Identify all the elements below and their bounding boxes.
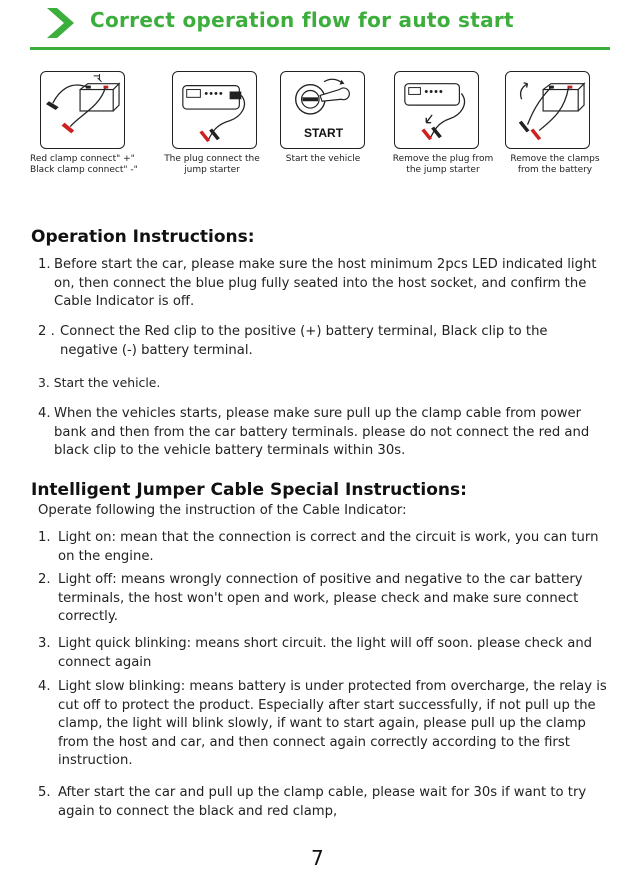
jumper-item-5-number: 5. bbox=[38, 785, 51, 800]
operation-item-1-text: Before start the car, please make sure the host minimum 2pcs LED indicated light on, then connect the blue plug fully seated into the host socket, and confirm the Cable Indicator is off. bbox=[54, 257, 597, 309]
jumper-item-4-text: Light slow blinking: means battery is under protected from overcharge, the relay is cut off to protect the product. Especially after start successfully, if not pull up the clamp, the light will blink slowly, if want to start again, please pull up the clamp from the host and car, and then connect again correctly according to the first instruction. bbox=[58, 679, 607, 768]
jumper-item-2 bbox=[38, 571, 612, 627]
step-2-caption-line1: The plug connect the bbox=[164, 154, 260, 164]
operation-item-3-text: Start the vehicle. bbox=[53, 375, 161, 390]
step-4-caption bbox=[388, 154, 498, 176]
remove-plug-icon bbox=[395, 72, 478, 148]
operation-item-2-number: 2 . bbox=[38, 324, 55, 339]
step-2-caption bbox=[150, 154, 274, 176]
step-plug-connect-illustration bbox=[172, 71, 257, 149]
step-4-caption-line1: Remove the plug from bbox=[392, 154, 494, 164]
start-label: START bbox=[303, 126, 344, 140]
step-5-caption-line1: Remove the clamps bbox=[510, 154, 600, 164]
step-5-caption-line2: from the battery bbox=[517, 165, 593, 175]
jumper-item-1-number: 1. bbox=[38, 530, 51, 545]
operation-item-4-text: When the vehicles starts, please make sure pull up the clamp cable from power bank and then from the car battery terminals. please do not connect the red and black clip to the vehicle battery terminals within 30s. bbox=[54, 406, 590, 458]
operation-item-3 bbox=[38, 375, 160, 390]
jumper-item-3-text: Light quick blinking: means short circuit. the light will off soon. please check and connect again bbox=[58, 636, 593, 670]
operation-item-4-number: 4. bbox=[38, 406, 51, 421]
operation-item-2-text: Connect the Red clip to the positive (+) battery terminal, Black clip to the negative (-) battery terminal. bbox=[60, 324, 548, 358]
step-start-vehicle-illustration bbox=[280, 71, 365, 149]
jumper-intro: Operate following the instruction of the Cable Indicator: bbox=[38, 503, 407, 518]
jumper-item-3-number: 3. bbox=[38, 636, 51, 651]
jumper-item-2-number: 2. bbox=[38, 572, 51, 587]
operation-item-2 bbox=[38, 323, 612, 361]
jumper-item-1-text: Light on: mean that the connection is correct and the circuit is work, you can turn on the engine. bbox=[58, 530, 599, 564]
jumper-item-2-text: Light off: means wrongly connection of positive and negative to the car battery terminals, the host won't open and work, please check and make sure connect correctly. bbox=[58, 572, 583, 624]
jumper-item-5-text: After start the car and pull up the clamp cable, please wait for 30s if want to try again to connect the black and red clamp, bbox=[58, 785, 587, 819]
page-number: 7 bbox=[311, 846, 324, 870]
jumper-item-4 bbox=[38, 678, 612, 776]
jumper-heading: Intelligent Jumper Cable Special Instructions: bbox=[31, 480, 467, 500]
jumper-item-5 bbox=[38, 784, 612, 822]
step-1-caption bbox=[30, 154, 138, 176]
step-3-caption-line1: Start the vehicle bbox=[285, 154, 361, 164]
operation-item-1-number: 1. bbox=[38, 257, 51, 272]
jump-starter-plug-icon bbox=[173, 72, 256, 148]
step-1-caption-line2: Black clamp connect" -" bbox=[30, 165, 138, 175]
step-5-caption bbox=[500, 154, 610, 176]
step-1-caption-line1: Red clamp connect" +" bbox=[30, 154, 135, 164]
jumper-item-3 bbox=[38, 635, 612, 673]
page-header bbox=[0, 0, 640, 52]
chevron-right-icon bbox=[44, 6, 78, 40]
step-remove-plug-illustration bbox=[394, 71, 479, 149]
operation-item-3-number: 3. bbox=[38, 375, 50, 390]
jumper-item-1 bbox=[38, 529, 612, 567]
step-connect-clamps-illustration bbox=[40, 71, 125, 149]
operation-item-4 bbox=[38, 405, 612, 461]
battery-clamps-icon bbox=[41, 72, 124, 148]
header-divider bbox=[30, 47, 610, 50]
operation-heading: Operation Instructions: bbox=[31, 227, 255, 247]
remove-clamps-icon bbox=[506, 72, 589, 148]
step-2-caption-line2: jump starter bbox=[184, 165, 240, 175]
jumper-item-4-number: 4. bbox=[38, 679, 51, 694]
step-4-caption-line2: the jump starter bbox=[406, 165, 480, 175]
operation-item-1 bbox=[38, 256, 612, 312]
step-3-caption bbox=[278, 154, 368, 165]
page-title: Correct operation flow for auto start bbox=[90, 8, 514, 32]
step-remove-clamps-illustration bbox=[505, 71, 590, 149]
